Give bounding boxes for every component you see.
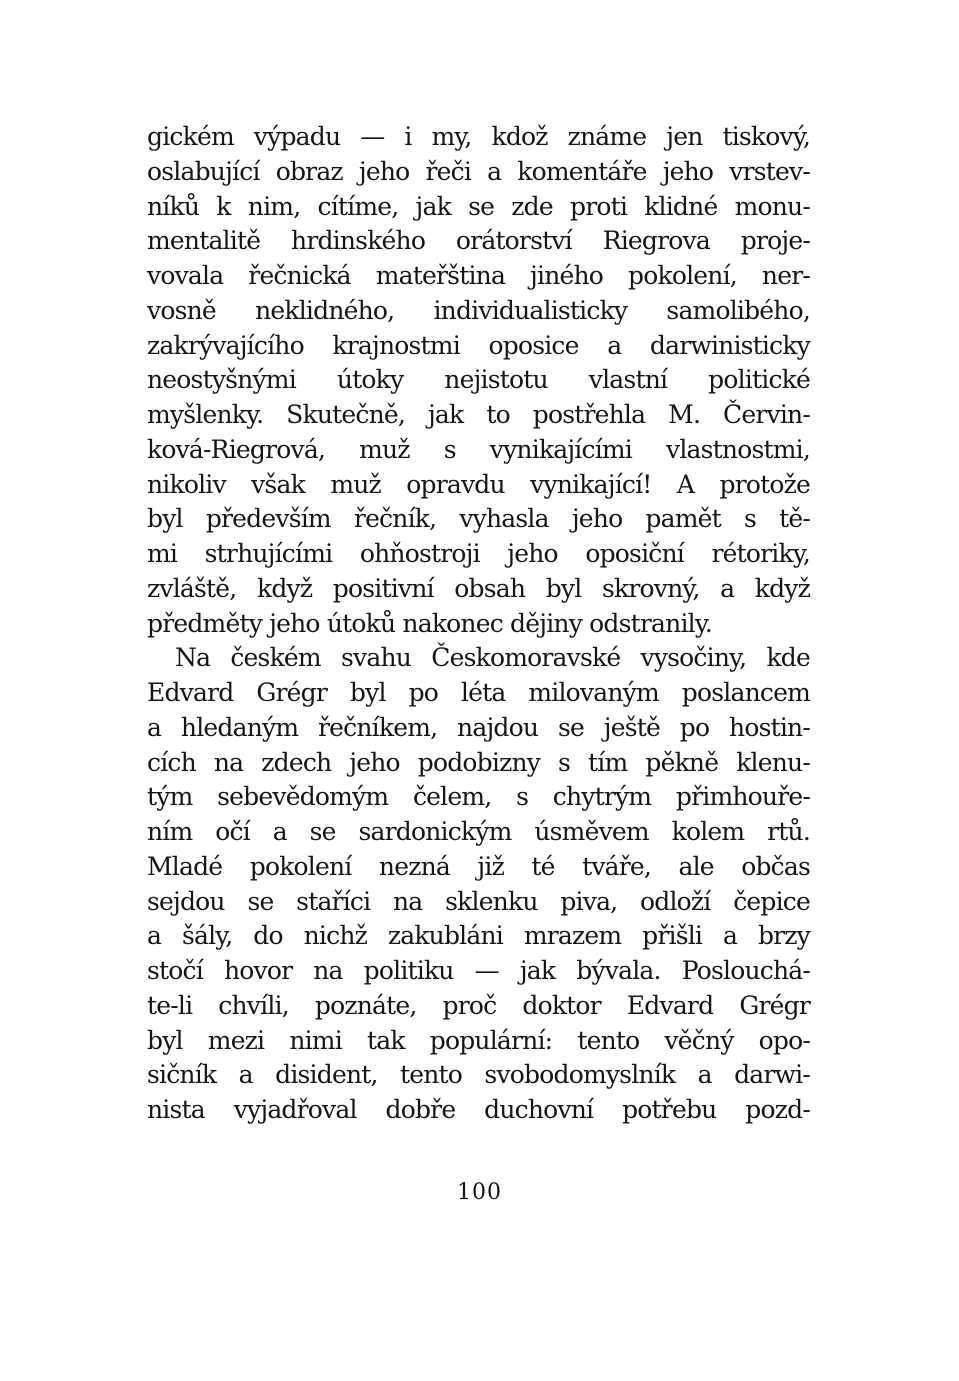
text-line: tým sebevědomým čelem, s chytrým přimhouře- (147, 782, 810, 812)
text-line: sejdou se staříci na sklenku piva, odloží čepice (147, 886, 810, 916)
body-text (147, 120, 810, 1128)
text-line: předměty jeho útoků nakonec dějiny odstranily. (147, 608, 713, 638)
text-line: stočí hovor na politiku — jak bývala. Poslouchá- (147, 956, 810, 985)
text-line: sičník a disident, tento svobodomyslník a darwi- (147, 1060, 810, 1090)
text-line: a hledaným řečníkem, najdou se ještě po hostin- (147, 712, 810, 742)
text-line: níků k nim, cítíme, jak se zde proti klidné monu- (147, 191, 810, 221)
text-line: oslabující obraz jeho řeči a komentáře jeho vrstev- (147, 156, 810, 186)
text-line: nikoliv však muž opravdu vynikající! A protože (147, 469, 810, 499)
text-line: ním očí a se sardonickým úsměvem kolem rtů. (147, 817, 810, 846)
text-line: byl především řečník, vyhasla jeho pamět s tě- (147, 504, 810, 534)
text-line: neostyšnými útoky nejistotu vlastní politické (147, 365, 810, 395)
text-line: mentalitě hrdinského orátorství Riegrova proje- (147, 226, 810, 256)
text-line: vovala řečnická mateřština jiného pokolení, ner- (147, 261, 810, 290)
text-line: cích na zdech jeho podobizny s tím pěkně klenu- (147, 747, 810, 777)
text-line: a šály, do nichž zakubláni mrazem přišli a brzy (147, 921, 810, 951)
text-line: byl mezi nimi tak populární: tento věčný opo- (147, 1025, 810, 1055)
text-line: Mladé pokolení nezná již té tváře, ale občas (147, 851, 810, 881)
page-number: 100 (457, 1180, 502, 1205)
text-line: mi strhujícími ohňostroji jeho oposiční rétoriky, (147, 539, 810, 568)
text-line: Edvard Grégr byl po léta milovaným poslancem (147, 678, 810, 707)
text-line: nista vyjadřoval dobře duchovní potřebu pozd- (147, 1095, 810, 1124)
text-line: gickém výpadu — i my, kdož známe jen tiskový, (147, 122, 810, 151)
text-line: myšlenky. Skutečně, jak to postřehla M. Červin- (147, 400, 810, 429)
text-line: zakrývajícího krajnostmi oposice a darwinisticky (147, 330, 810, 360)
text-line: ková-Riegrová, muž s vynikajícími vlastnostmi, (147, 434, 810, 464)
text-line: vosně neklidného, individualisticky samolibého, (147, 295, 810, 325)
text-line: te-li chvíli, poznáte, proč doktor Edvard Grégr (147, 990, 810, 1020)
text-line: Na českém svahu Českomoravské vysočiny, kde (175, 643, 810, 673)
text-line: zvláště, když positivní obsah byl skrovný, a když (147, 573, 810, 603)
